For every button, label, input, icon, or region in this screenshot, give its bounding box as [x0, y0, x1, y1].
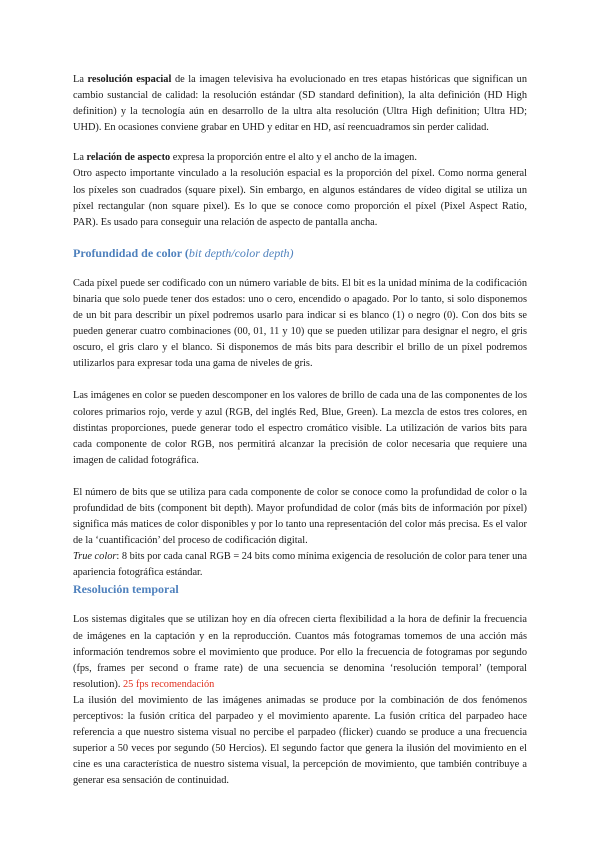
document-page: [73, 72, 527, 789]
term-aspect-ratio: relación de aspecto: [86, 152, 171, 164]
paragraph-motion-illusion: La ilusión del movimiento de las imágenes animadas se produce por la combinación de dos fenómenos perceptivos: la fusión crítica del parpadeo y el movimiento aparente. La fusión crítica del parpadeo hace referencia a que nuestro sistema visual no percibe el parpadeo (flicker) cuando se produce a una frecuencia superior a 50 veces por segundo (50 Hercios). El segundo factor que genera la ilusión del movimiento en el cine es una característica de nuestro sistema visual, la percepción de movimiento, que también contribuye a generar esa sensación de continuidad.: [73, 694, 527, 787]
term-spatial-resolution: resolución espacial: [87, 74, 172, 85]
paragraph-bit-depth: El número de bits que se utiliza para cada componente de color se conoce como la profundidad de color o la profundidad de bits (component bit depth). Mayor profundidad de color (más bits de información por píxel) significa más matices de color disponibles y por lo tanto una representación del color más precisa. Es el valor de la ‘cuantificación’ del proceso de codificación digital.: [73, 486, 527, 547]
paragraph-pixel-aspect: Otro aspecto importante vinculado a la resolución espacial es la proporción del píxel. Como norma general los píxeles son cuadrados (square pixel). Sin embargo, en algunos estándares de vídeo digital se utiliza un píxel rectangular (non square pixel). Es lo que se conoce como proporción el píxel (Pixel Aspect Ratio, PAR). Es usado para conseguir una relación de aspecto de pantalla ancha.: [73, 168, 527, 228]
heading-color-depth: Profundidad de color (bit depth/color depth): [73, 245, 294, 260]
paragraph-true-color: True color: 8 bits por cada canal RGB = 24 bits como mínima exigencia de resolución de color para tener una apariencia fotográfica estándar.: [73, 551, 527, 579]
paragraph-aspect-ratio: La relación de aspecto expresa la proporción entre el alto y el ancho de la imagen.: [73, 152, 417, 164]
paragraph-rgb: Las imágenes en color se pueden descomponer en los valores de brillo de cada una de las componentes de los colores primarios rojo, verde y azul (RGB, del inglés Red, Blue, Green). La mezcla de estos tres colores, en distintas proporciones, puede generar todo el espectro cromático visible. La utilización de varios bits para cada componente de color RGB, nos permitirá alcanzar la precisión de color necesaria que requiere una imagen de calidad fotográfica.: [73, 390, 527, 466]
paragraph-spatial-resolution: La resolución espacial de la imagen televisiva ha evolucionado en tres etapas históricas que significan un cambio sustancial de calidad: la resolución estándar (SD standard definition), la alta definición (HD High definition) y la tecnología aún en desarrollo de la ultra alta resolución (Ultra High definition; Ultra HD; UHD). En ocasiones conviene grabar en UHD y editar en HD, así reencuadramos sin perder calidad.: [73, 74, 527, 134]
paragraph-bits: Cada píxel puede ser codificado con un número variable de bits. El bit es la unidad mínima de la codificación binaria que solo puede tener dos estados: uno o cero, encendido o apagado. Por lo tanto, si solo disponemos de un bit para describir un píxel podremos usarlo para indicar si es blanco (1) o negro (0). Con dos bits se pueden generar cuatro combinaciones (00, 01, 11 y 10) que se pueden utilizar para designar el negro, el gris oscuro, el gris claro y el blanco. Si disponemos de más bits para describir el brillo de un píxel podremos utilizarlos para expresar toda una gama de niveles de gris.: [73, 277, 527, 370]
heading-temporal-resolution: Resolución temporal: [73, 582, 179, 597]
note-recommendation: 25 fps recomendación: [123, 678, 215, 690]
paragraph-frame-rate: Los sistemas digitales que se utilizan hoy en día ofrecen cierta flexibilidad a la hora de definir la frecuencia de imágenes en la captación y en la reproducción. Cuantos más fotogramas tomemos de una acción más información tendremos sobre el movimiento que produce. Por ello la frecuencia de fotogramas por segundo (fps, frames per second o frame rate) de una secuencia se denomina ‘resolución temporal’ (temporal resolution). 25 fps recomendación: [73, 614, 527, 690]
